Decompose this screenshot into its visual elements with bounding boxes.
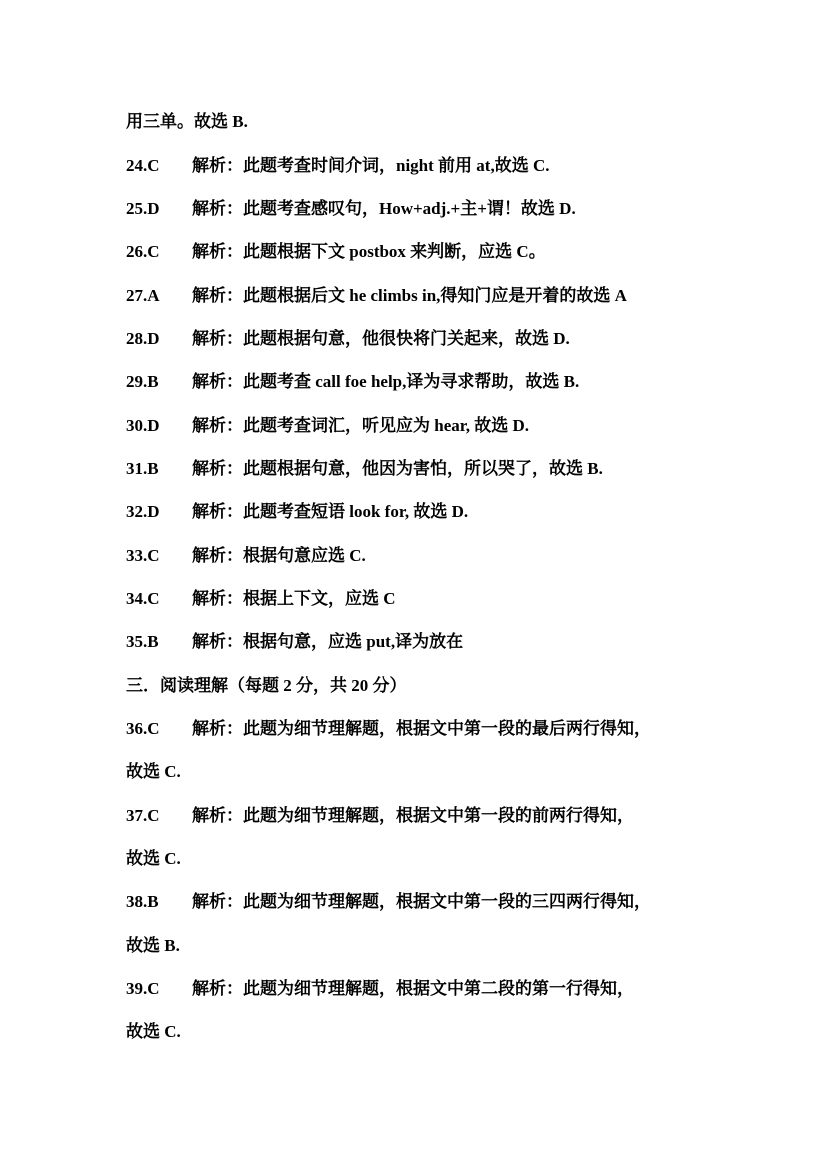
explanation-text: 解析：此题考查词汇，听见应为 hear, 故选 D. — [192, 416, 530, 435]
answer-line-32 — [126, 501, 468, 523]
text-line — [126, 111, 248, 133]
answer-line-31 — [126, 458, 603, 480]
explanation-text: 解析：此题为细节理解题，根据文中第二段的第一行得知， — [192, 979, 634, 998]
section-heading-text: 三．阅读理解（每题 2 分，共 20 分） — [126, 676, 407, 695]
answer-line-29 — [126, 371, 579, 393]
explanation-text: 解析：此题根据句意，他因为害怕，所以哭了，故选 B. — [192, 459, 603, 478]
explanation-text: 解析：此题为细节理解题，根据文中第一段的三四两行得知， — [192, 892, 651, 911]
question-number: 33.C — [126, 546, 160, 565]
explanation-text: 解析：根据句意，应选 put,译为放在 — [192, 632, 464, 651]
question-number: 25.D — [126, 199, 160, 218]
question-number: 36.C — [126, 719, 160, 738]
question-number: 39.C — [126, 979, 160, 998]
answer-line-37 — [126, 805, 634, 827]
explanation-text: 解析：此题考查时间介词，night 前用 at,故选 C. — [192, 156, 550, 175]
explanation-text: 解析：此题考查感叹句，How+adj.+主+谓！故选 D. — [192, 199, 576, 218]
question-number: 31.B — [126, 459, 159, 478]
question-number: 24.C — [126, 156, 160, 175]
answer-line-36 — [126, 718, 651, 740]
answer-line-24 — [126, 155, 549, 177]
answer-line-33 — [126, 545, 366, 567]
explanation-text: 解析：此题根据后文 he climbs in,得知门应是开着的故选 A — [192, 286, 627, 305]
answer-line-38 — [126, 891, 651, 913]
question-number: 35.B — [126, 632, 159, 651]
line-text: 故选 B. — [126, 936, 180, 955]
answer-line-28 — [126, 328, 570, 350]
line-text: 故选 C. — [126, 1022, 181, 1041]
question-number: 32.D — [126, 502, 160, 521]
explanation-text: 解析：此题考查短语 look for, 故选 D. — [192, 502, 469, 521]
question-number: 37.C — [126, 806, 160, 825]
answer-line-27 — [126, 285, 627, 307]
question-number: 38.B — [126, 892, 159, 911]
question-number: 29.B — [126, 372, 159, 391]
question-number: 34.C — [126, 589, 160, 608]
answer-line-39 — [126, 978, 634, 1000]
explanation-text: 解析：根据句意应选 C. — [192, 546, 366, 565]
question-number: 27.A — [126, 286, 160, 305]
question-number: 28.D — [126, 329, 160, 348]
explanation-text: 解析：此题为细节理解题，根据文中第一段的前两行得知， — [192, 806, 634, 825]
question-number: 26.C — [126, 242, 160, 261]
answer-line-26 — [126, 241, 546, 263]
line-text: 用三单。故选 B. — [126, 112, 248, 131]
explanation-text: 解析：根据上下文，应选 C — [192, 589, 396, 608]
question-number: 30.D — [126, 416, 160, 435]
explanation-text: 解析：此题根据下文 postbox 来判断，应选 C。 — [192, 242, 546, 261]
section-heading — [126, 675, 407, 697]
explanation-text: 解析：此题根据句意，他很快将门关起来，故选 D. — [192, 329, 570, 348]
continuation-line — [126, 761, 181, 783]
continuation-line — [126, 935, 180, 957]
answer-line-30 — [126, 415, 529, 437]
answer-line-35 — [126, 631, 463, 653]
line-text: 故选 C. — [126, 762, 181, 781]
continuation-line — [126, 848, 181, 870]
explanation-text: 解析：此题考查 call foe help,译为寻求帮助，故选 B. — [192, 372, 580, 391]
line-text: 故选 C. — [126, 849, 181, 868]
continuation-line — [126, 1021, 181, 1043]
explanation-text: 解析：此题为细节理解题，根据文中第一段的最后两行得知， — [192, 719, 651, 738]
answer-line-34 — [126, 588, 396, 610]
answer-line-25 — [126, 198, 576, 220]
